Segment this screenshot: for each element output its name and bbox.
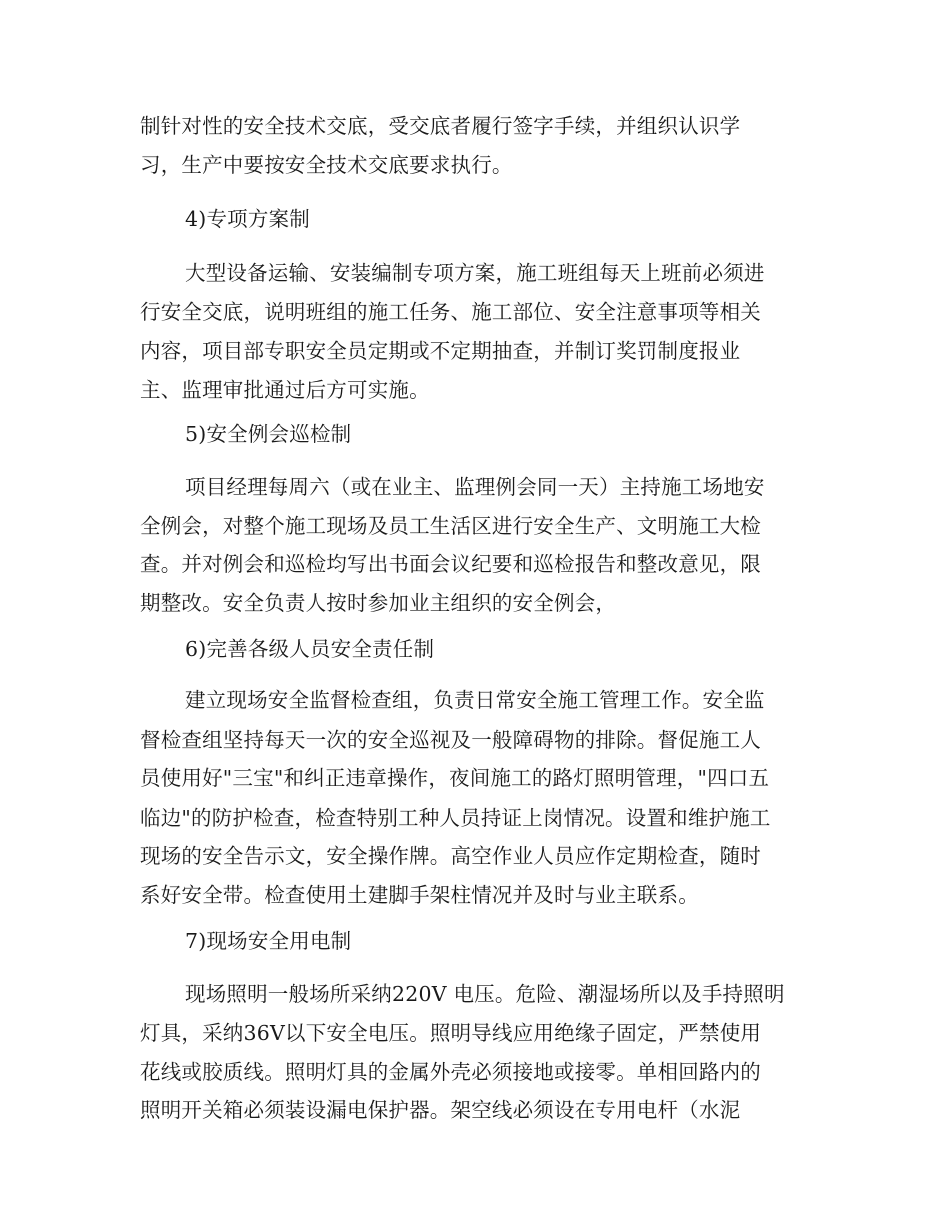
body-text-line: 期整改。安全负责人按时参加业主组织的安全例会， bbox=[140, 591, 617, 615]
body-text-line: 习，生产中要按安全技术交底要求执行。 bbox=[140, 153, 513, 177]
body-text-line: 临边"的防护检查，检查特别工种人员持证上岗情况。设置和维护施工 bbox=[140, 806, 771, 830]
body-text-line: 大型设备运输、安装编制专项方案，施工班组每天上班前必须进 bbox=[185, 261, 765, 285]
body-text-line: 现场照明一般场所采纳220V 电压。危险、潮湿场所以及手持照明 bbox=[185, 982, 785, 1006]
section-heading-6: 6)完善各级人员安全责任制 bbox=[185, 637, 435, 661]
section-heading-7: 7)现场安全用电制 bbox=[185, 929, 352, 953]
body-text-line: 制针对性的安全技术交底，受交底者履行签字手续，并组织认识学 bbox=[140, 114, 741, 138]
body-text-line: 现场的安全告示文，安全操作牌。高空作业人员应作定期检查，随时 bbox=[140, 844, 761, 868]
body-text-line: 全例会，对整个施工现场及员工生活区进行安全生产、文明施工大检 bbox=[140, 514, 761, 538]
section-heading-4: 4)专项方案制 bbox=[185, 207, 310, 231]
section-heading-5: 5)安全例会巡检制 bbox=[185, 422, 352, 446]
body-text-line: 员使用好"三宝"和纠正违章操作，夜间施工的路灯照明管理，"四口五 bbox=[140, 766, 770, 790]
body-text-line: 建立现场安全监督检查组，负责日常安全施工管理工作。安全监 bbox=[185, 688, 765, 712]
body-text-line: 系好安全带。检查使用土建脚手架柱情况并及时与业主联系。 bbox=[140, 883, 699, 907]
body-text-line: 查。并对例会和巡检均写出书面会议纪要和巡检报告和整改意见，限 bbox=[140, 552, 761, 576]
body-text-line: 花线或胶质线。照明灯具的金属外壳必须接地或接零。单相回路内的 bbox=[140, 1060, 761, 1084]
body-text-line: 灯具，采纳36V以下安全电压。照明导线应用绝缘子固定，严禁使用 bbox=[140, 1021, 762, 1045]
body-text-line: 照明开关箱必须装设漏电保护器。架空线必须设在专用电杆（水泥 bbox=[140, 1098, 741, 1122]
body-text-line: 项目经理每周六（或在业主、监理例会同一天）主持施工场地安 bbox=[185, 475, 765, 499]
body-text-line: 主、监理审批通过后方可实施。 bbox=[140, 378, 430, 402]
body-text-line: 内容，项目部专职安全员定期或不定期抽查，并制订奖罚制度报业 bbox=[140, 339, 741, 363]
body-text-line: 行安全交底，说明班组的施工任务、施工部位、安全注意事项等相关 bbox=[140, 300, 761, 324]
body-text-line: 督检查组坚持每天一次的安全巡视及一般障碍物的排除。督促施工人 bbox=[140, 728, 761, 752]
